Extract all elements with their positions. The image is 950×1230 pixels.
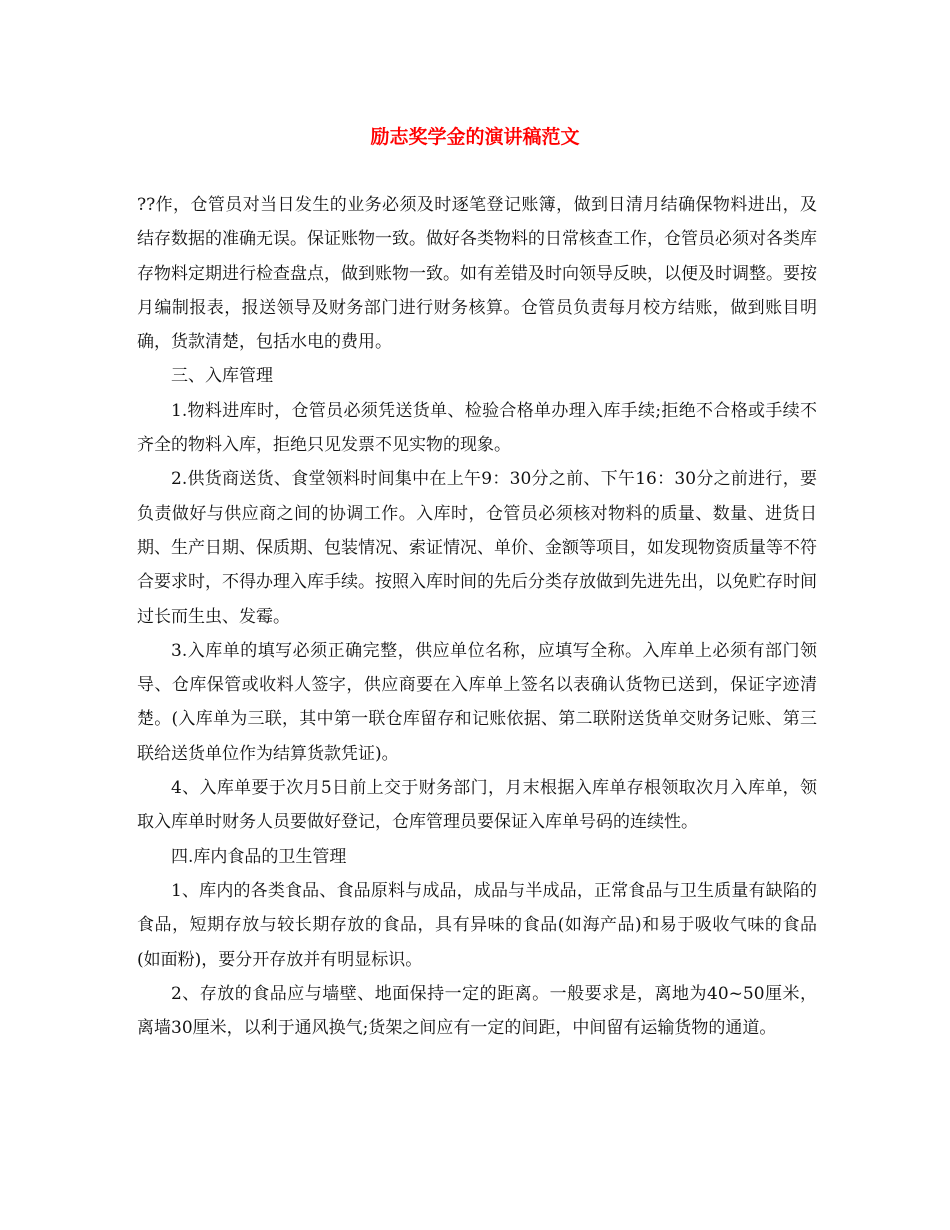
paragraph: 2、存放的食品应与墙壁、地面保持一定的距离。一般要求是，离地为40~50厘米，离墙30厘米，以利于通风换气;货架之间应有一定的间距，中间留有运输货物的通道。 [137, 983, 817, 1039]
paragraph: 1.物料进库时，仓管员必须凭送货单、检验合格单办理入库手续;拒绝不合格或手续不齐全的物料入库，拒绝只见发票不见实物的现象。 [137, 400, 817, 456]
document-body [137, 188, 817, 1045]
paragraph: 3.入库单的填写必须正确完整，供应单位名称，应填写全称。入库单上必须有部门领导、仓库保管或收料人签字，供应商要在入库单上签名以表确认货物已送到，保证字迹清楚。(入库单为三联，其中第一联仓库留存和记账依据、第二联附送货单交财务记账、第三联给送货单位作为结算货款凭证)。 [137, 640, 817, 764]
section-heading: 三、入库管理 [171, 366, 273, 387]
paragraph: 4、入库单要于次月5日前上交于财务部门，月末根据入库单存根领取次月入库单，领取入库单时财务人员要做好登记，仓库管理员要保证入库单号码的连续性。 [137, 778, 817, 833]
paragraph: 1、库内的各类食品、食品原料与成品，成品与半成品，正常食品与卫生质量有缺陷的食品，短期存放与较长期存放的食品，具有异味的食品(如海产品)和易于吸收气味的食品(如面粉)，要分开存放并有明显标识。 [137, 880, 817, 970]
paragraph: 2.供货商送货、食堂领料时间集中在上午9：30分之前、下午16：30分之前进行，要负责做好与供应商之间的协调工作。入库时，仓管员必须核对物料的质量、数量、进货日期、生产日期、保质期、包装情况、索证情况、单价、金额等项目，如发现物资质量等不符合要求时，不得办理入库手续。按照入库时间的先后分类存放做到先进先出，以免贮存时间过长而生虫、发霉。 [137, 469, 817, 627]
paragraph: ??作，仓管员对当日发生的业务必须及时逐笔登记账簿，做到日清月结确保物料进出，及结存数据的准确无误。保证账物一致。做好各类物料的日常核查工作，仓管员必须对各类库存物料定期进行检查盘点，做到账物一致。如有差错及时向领导反映，以便及时调整。要按月编制报表，报送领导及财务部门进行财务核算。仓管员负责每月校方结账，做到账目明确，货款清楚，包括水电的费用。 [137, 195, 817, 353]
document-title: 励志奖学金的演讲稿范文 [370, 126, 580, 148]
section-heading: 四.库内食品的卫生管理 [171, 846, 347, 867]
